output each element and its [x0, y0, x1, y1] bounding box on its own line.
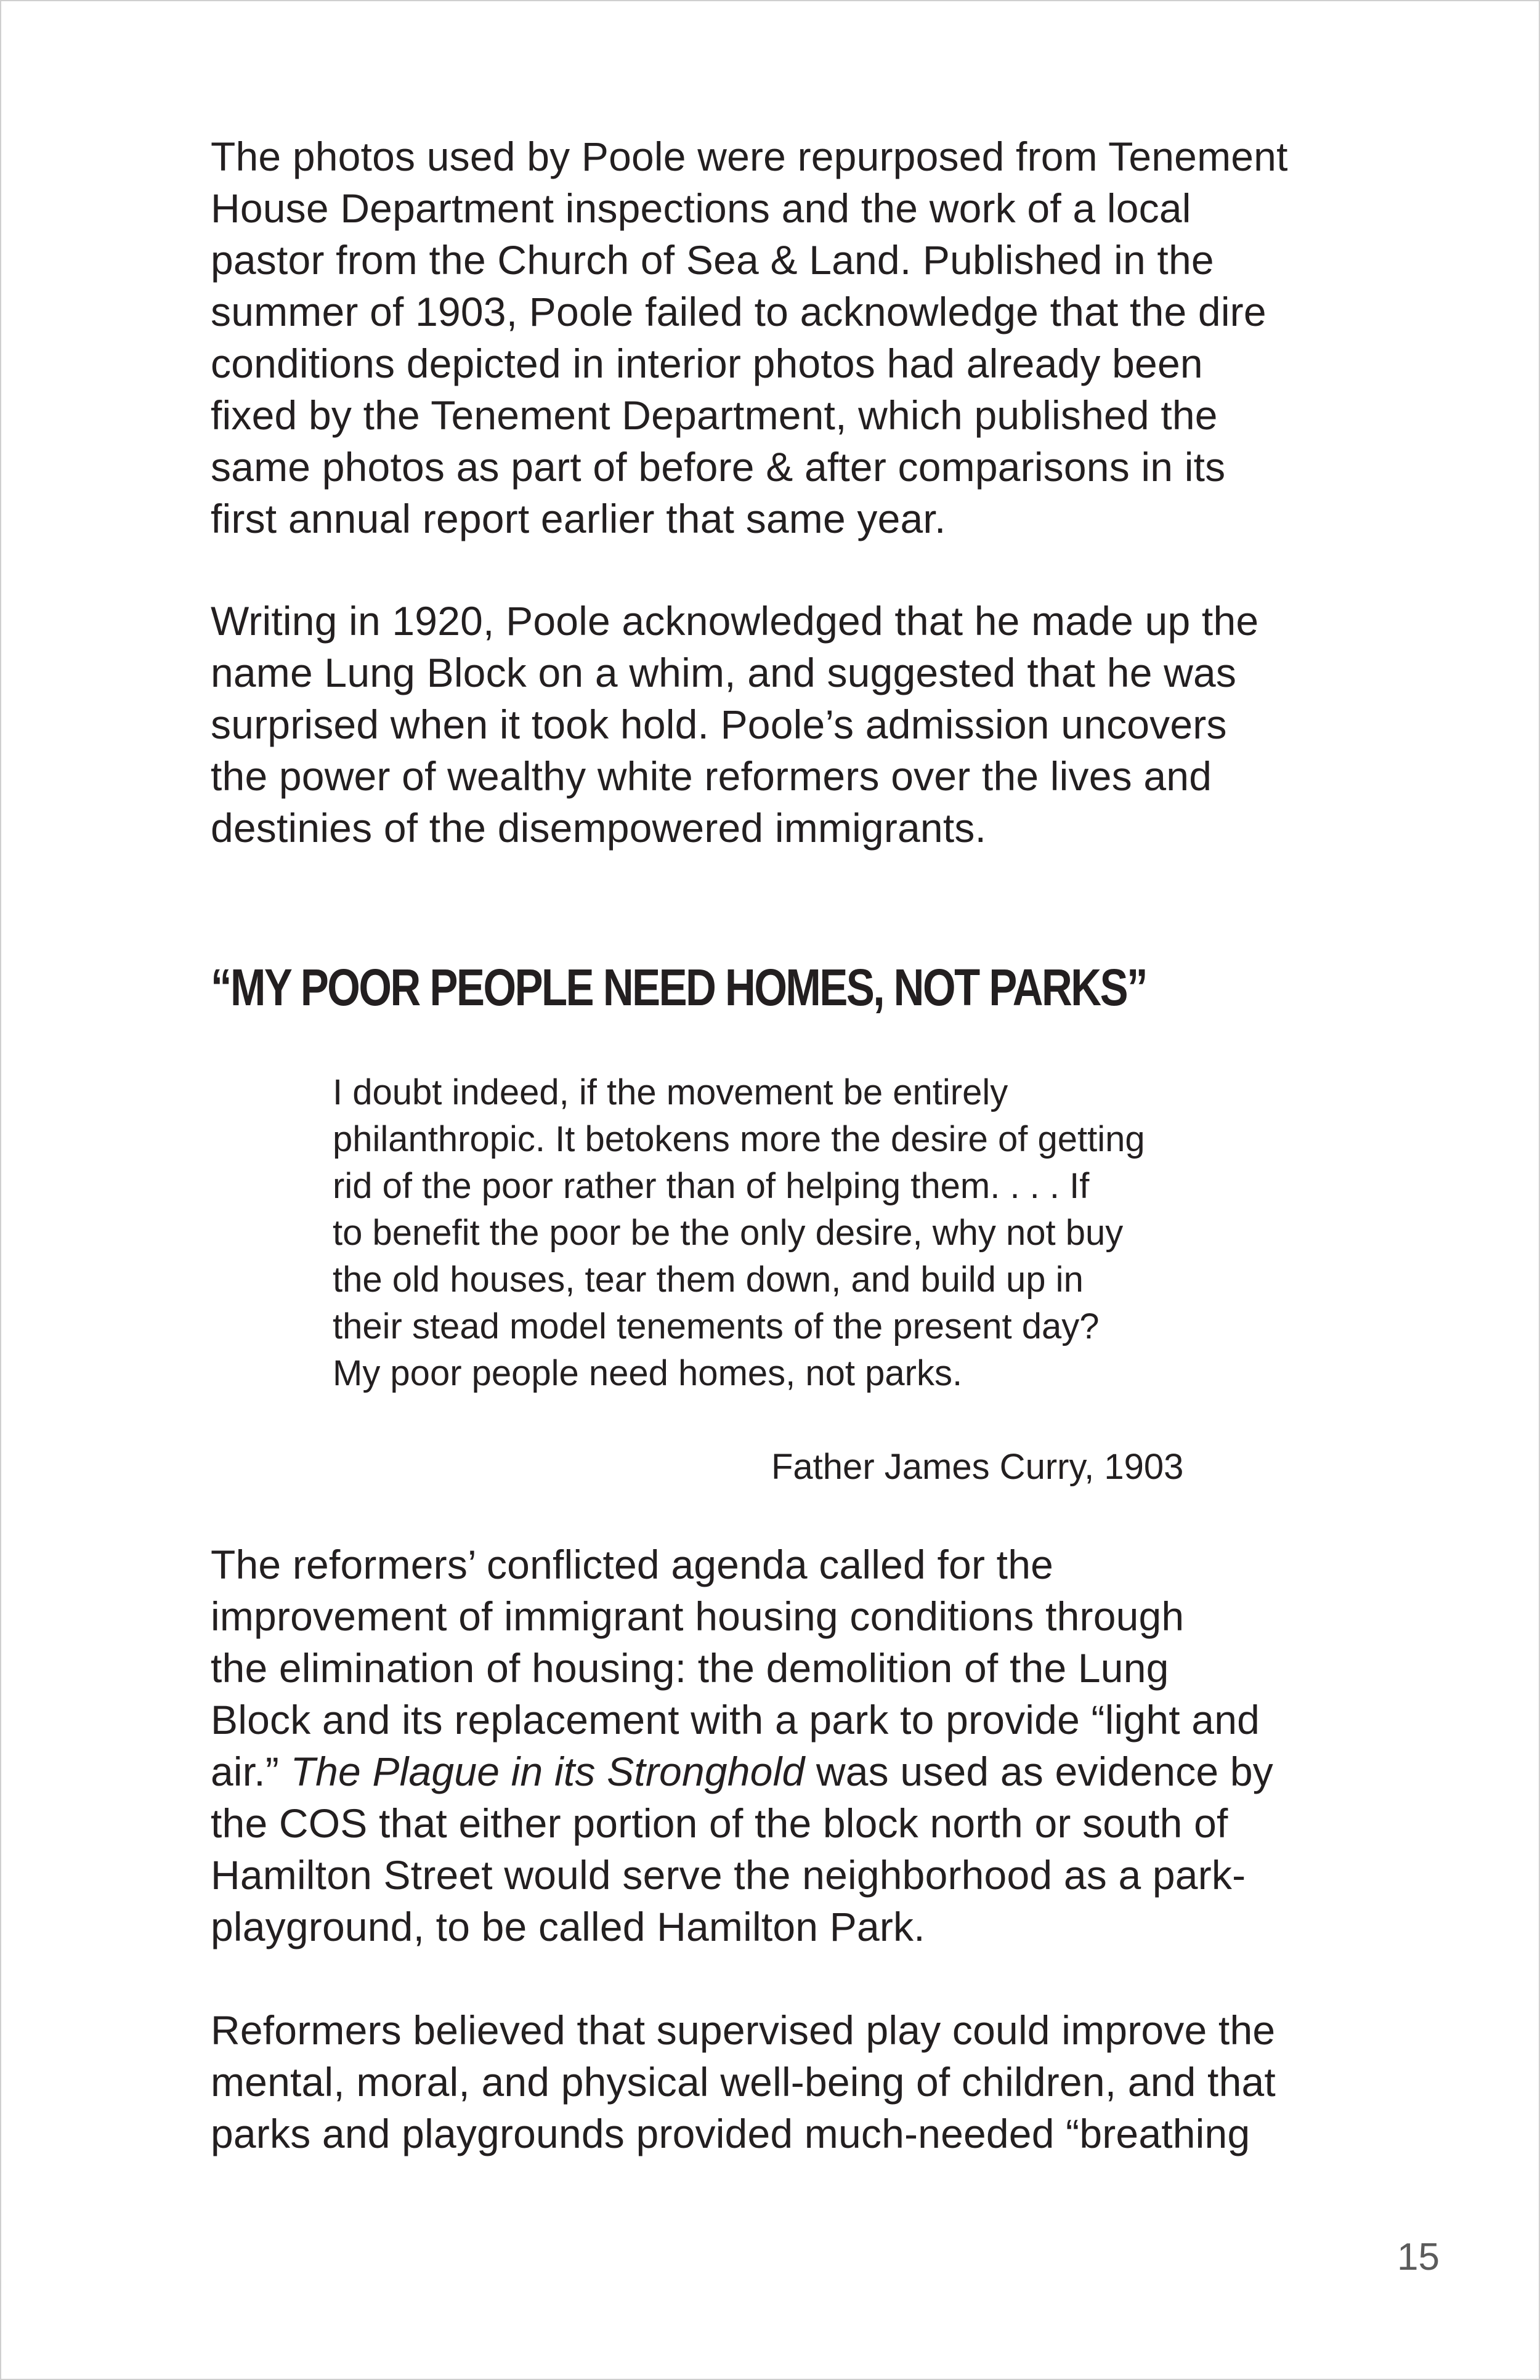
quote-line: philanthropic. It betokens more the desire of getting: [333, 1119, 1145, 1159]
text-line: Writing in 1920, Poole acknowledged that he made up the: [211, 598, 1259, 644]
book-title: The Plague in its Stronghold: [290, 1749, 805, 1794]
text-line: parks and playgrounds provided much-needed “breathing: [211, 2111, 1250, 2156]
block-quote: [333, 1069, 1331, 1397]
text-line: Hamilton Street would serve the neighborhood as a park-: [211, 1852, 1246, 1898]
body-paragraph-reformers-agenda: [211, 1539, 1406, 1953]
text-line: [211, 1746, 1406, 1797]
quote-line: My poor people need homes, not parks.: [333, 1353, 963, 1393]
quote-line: the old houses, tear them down, and build up in: [333, 1260, 1084, 1300]
body-paragraph-supervised-play: [211, 2004, 1406, 2159]
text-line: Block and its replacement with a park to provide “light and: [211, 1697, 1260, 1742]
quote-line: I doubt indeed, if the movement be entirely: [333, 1072, 1008, 1112]
page-number: 15: [1397, 2236, 1440, 2278]
text-line: the COS that either portion of the block north or south of: [211, 1800, 1228, 1846]
text-line: the power of wealthy white reformers over the lives and: [211, 753, 1212, 799]
text-line: House Department inspections and the work of a local: [211, 185, 1191, 231]
text-line: improvement of immigrant housing conditions through: [211, 1593, 1185, 1639]
text-line: Reformers believed that supervised play could improve the: [211, 2007, 1276, 2053]
text-line: The photos used by Poole were repurposed from Tenement: [211, 134, 1288, 179]
quote-line: their stead model tenements of the present day?: [333, 1306, 1100, 1346]
quote-line: to benefit the poor be the only desire, why not buy: [333, 1213, 1124, 1253]
text-fragment: air.”: [211, 1749, 291, 1794]
text-line: pastor from the Church of Sea & Land. Published in the: [211, 237, 1214, 283]
text-line: name Lung Block on a whim, and suggested that he was: [211, 650, 1237, 695]
quote-line: rid of the poor rather than of helping them. . . . If: [333, 1166, 1090, 1206]
text-line: The reformers’ conflicted agenda called for the: [211, 1542, 1054, 1587]
quote-attribution: Father James Curry, 1903: [771, 1447, 1184, 1487]
section-heading: “MY POOR PEOPLE NEED HOMES, NOT PARKS”: [211, 958, 1147, 1016]
text-line: summer of 1903, Poole failed to acknowledge that the dire: [211, 289, 1266, 334]
text-line: fixed by the Tenement Department, which published the: [211, 392, 1218, 438]
text-line: the elimination of housing: the demolition of the Lung: [211, 1645, 1169, 1691]
text-line: surprised when it took hold. Poole’s admission uncovers: [211, 702, 1227, 747]
text-line: first annual report earlier that same year.: [211, 496, 946, 541]
text-line: playground, to be called Hamilton Park.: [211, 1904, 925, 1949]
text-line: same photos as part of before & after comparisons in its: [211, 444, 1226, 490]
body-paragraph-lung-block-name: [211, 595, 1406, 854]
text-line: mental, moral, and physical well-being of children, and that: [211, 2059, 1276, 2105]
text-line: conditions depicted in interior photos had already been: [211, 341, 1203, 386]
body-paragraph-poole-photos: [211, 131, 1406, 544]
text-line: destinies of the disempowered immigrants.: [211, 805, 987, 851]
text-fragment: was used as evidence by: [804, 1749, 1273, 1794]
